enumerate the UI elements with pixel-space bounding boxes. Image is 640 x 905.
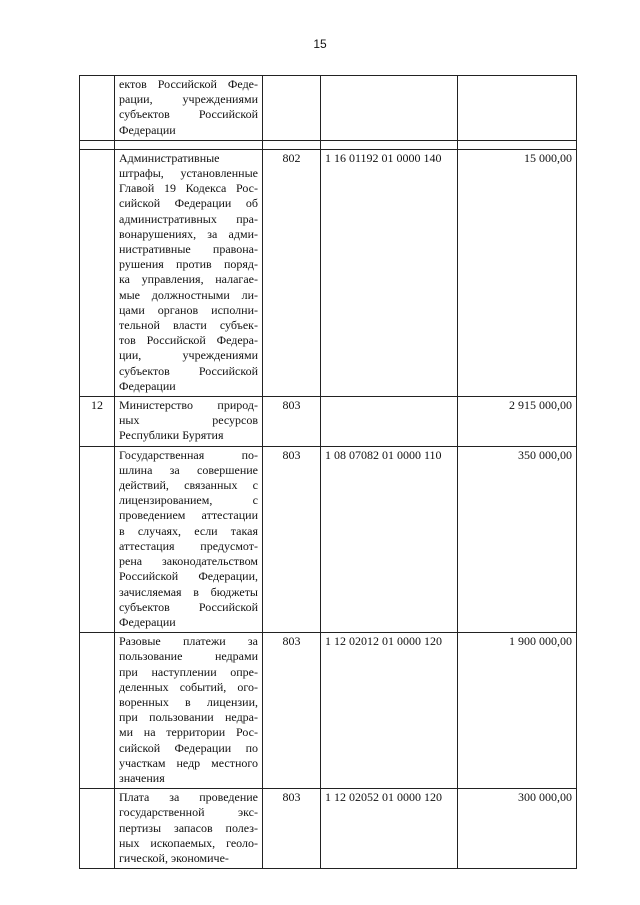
table-row	[80, 76, 577, 141]
name-line: субъектов Российской	[119, 107, 258, 122]
row-budget-code-cell	[321, 76, 458, 141]
name-line: административных пра-	[119, 211, 258, 226]
name-line: шлина за совершение	[119, 462, 258, 477]
name-line: пользование недрами	[119, 649, 258, 664]
name-line: при пользовании недра-	[119, 710, 258, 725]
row-budget-code-cell	[321, 397, 458, 447]
name-line: действий, связанных с	[119, 478, 258, 493]
name-line: мые должностными ли-	[119, 287, 258, 302]
row-amount-cell	[458, 76, 577, 141]
row-amount-cell: 2 915 000,00	[458, 397, 577, 447]
row-admin-code-cell: 802	[263, 149, 321, 396]
name-line: субъектов Российской	[119, 599, 258, 614]
row-name-cell	[115, 789, 263, 869]
row-amount-cell: 350 000,00	[458, 446, 577, 632]
spacer-cell	[321, 140, 458, 149]
name-line: ектов Российской Феде-	[119, 77, 258, 91]
row-number-cell	[80, 76, 115, 141]
name-line: в случаях, если такая	[119, 523, 258, 538]
revenue-table	[79, 75, 577, 869]
row-name-cell	[115, 76, 263, 141]
name-line: Административные	[119, 150, 220, 165]
name-line: ции, учреждениями	[119, 348, 258, 363]
name-line: аттестация предусмот-	[119, 538, 258, 553]
row-admin-code-cell: 803	[263, 789, 321, 869]
row-budget-code-cell: 1 12 02012 01 0000 120	[321, 633, 458, 789]
row-number-cell	[80, 149, 115, 396]
row-name-cell	[115, 149, 263, 396]
name-line: государственной экс-	[119, 805, 258, 820]
name-line: рена законодательством	[119, 554, 258, 569]
table-row	[80, 446, 577, 632]
name-line: ных ресурсов	[119, 413, 258, 428]
name-line: рации, учреждениями	[119, 92, 258, 107]
name-line: ных ископаемых, геоло-	[119, 835, 258, 850]
name-line: лицензированием, с	[119, 493, 258, 508]
name-line: сийской Федерации об	[119, 196, 258, 211]
name-line: пертизы запасов полез-	[119, 820, 258, 835]
name-line: Республики Бурятия	[119, 428, 224, 443]
name-line: проведением аттестации	[119, 508, 258, 523]
name-line: сийской Федерации по	[119, 740, 258, 755]
name-line: гической, экономиче-	[119, 850, 229, 865]
spacer-cell	[263, 140, 321, 149]
table-row	[80, 149, 577, 396]
row-number-cell: 12	[80, 397, 115, 447]
page-number: 15	[313, 37, 327, 51]
name-line: участкам недр местного	[119, 755, 258, 770]
row-number-cell	[80, 446, 115, 632]
row-amount-cell: 300 000,00	[458, 789, 577, 869]
spacer-row	[80, 140, 577, 149]
row-amount-cell: 1 900 000,00	[458, 633, 577, 789]
name-line: Плата за проведение	[119, 790, 258, 805]
name-line: Главой 19 Кодекса Рос-	[119, 181, 258, 196]
name-line: ка управления, налагае-	[119, 272, 258, 287]
name-line: Разовые платежи за	[119, 634, 258, 649]
table-row	[80, 397, 577, 447]
row-name-cell	[115, 397, 263, 447]
name-line: штрафы, установленные	[119, 166, 258, 181]
name-line: нистративные правона-	[119, 242, 258, 257]
table-body	[80, 76, 577, 869]
name-line: Федерации	[119, 614, 176, 629]
name-line: тов Российской Федера-	[119, 333, 258, 348]
row-admin-code-cell: 803	[263, 446, 321, 632]
name-line: цами органов исполни-	[119, 302, 258, 317]
name-line: Российской Федерации,	[119, 569, 258, 584]
name-line: ми на территории Рос-	[119, 725, 258, 740]
row-number-cell	[80, 789, 115, 869]
row-name-cell	[115, 446, 263, 632]
table-row	[80, 789, 577, 869]
name-line: вонарушениях, за адми-	[119, 226, 258, 241]
row-admin-code-cell: 803	[263, 397, 321, 447]
name-line: при наступлении опре-	[119, 664, 258, 679]
name-line: Федерации	[119, 122, 176, 137]
name-line: деленных событий, ого-	[119, 679, 258, 694]
row-amount-cell: 15 000,00	[458, 149, 577, 396]
name-line: значения	[119, 770, 165, 785]
row-budget-code-cell: 1 16 01192 01 0000 140	[321, 149, 458, 396]
row-admin-code-cell: 803	[263, 633, 321, 789]
row-name-cell	[115, 633, 263, 789]
name-line: субъектов Российской	[119, 363, 258, 378]
row-number-cell	[80, 633, 115, 789]
row-budget-code-cell: 1 12 02052 01 0000 120	[321, 789, 458, 869]
table-row	[80, 633, 577, 789]
name-line: тельной власти субъек-	[119, 318, 258, 333]
row-admin-code-cell	[263, 76, 321, 141]
name-line: Министерство природ-	[119, 398, 258, 413]
spacer-cell	[458, 140, 577, 149]
name-line: рушения против поряд-	[119, 257, 258, 272]
spacer-cell	[115, 140, 263, 149]
spacer-cell	[80, 140, 115, 149]
name-line: зачисляемая в бюджеты	[119, 584, 258, 599]
name-line: воренных в лицензии,	[119, 694, 258, 709]
row-budget-code-cell: 1 08 07082 01 0000 110	[321, 446, 458, 632]
name-line: Государственная по-	[119, 447, 258, 462]
name-line: Федерации	[119, 378, 176, 393]
